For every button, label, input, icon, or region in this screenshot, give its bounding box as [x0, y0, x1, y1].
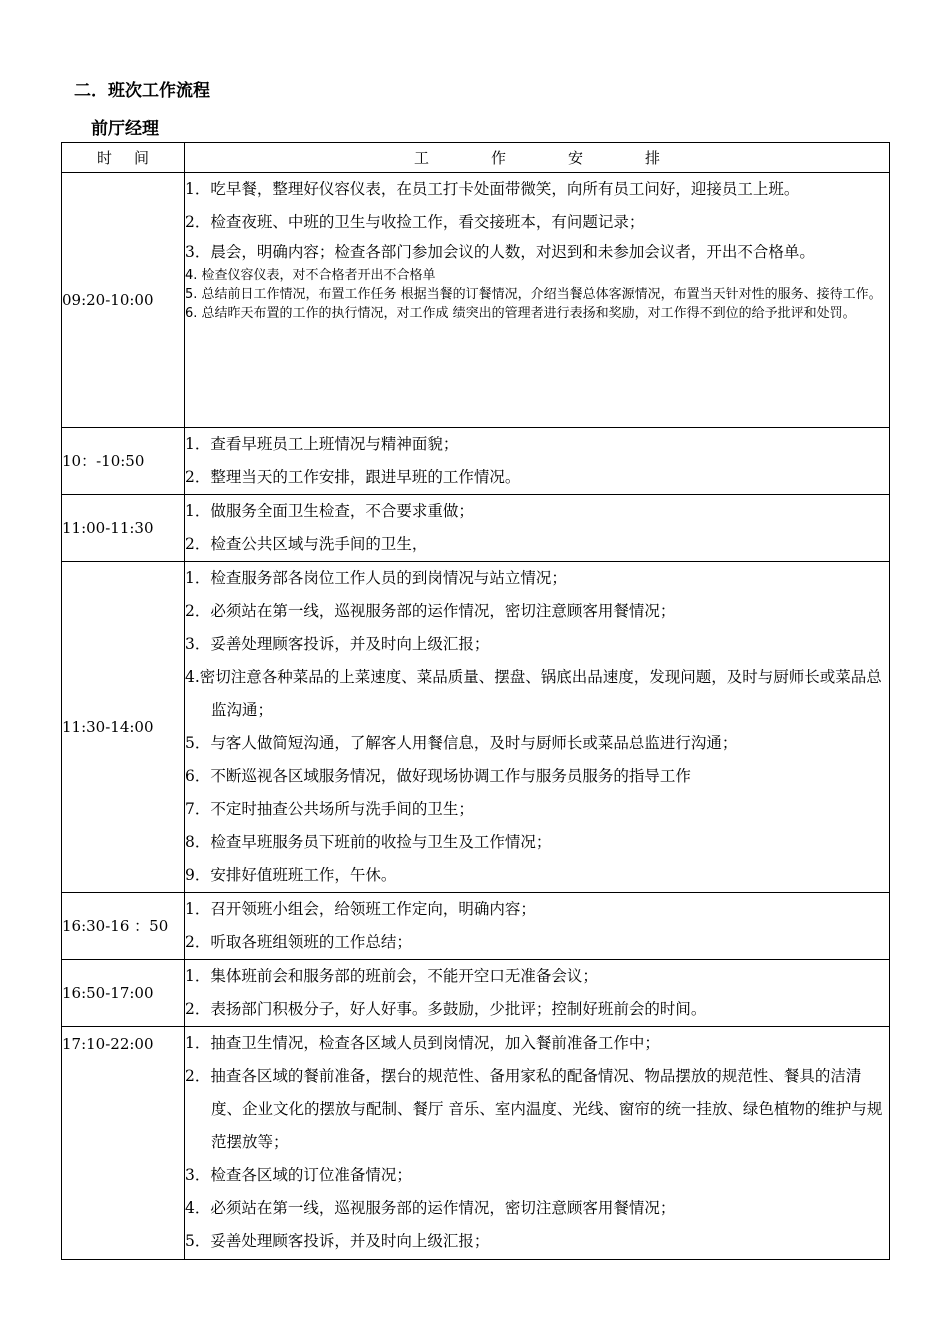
- work-item: 4. 检查仪容仪表，对不合格者开出不合格单: [185, 268, 436, 283]
- work-cell: [185, 562, 890, 893]
- work-item: 9．安排好值班班工作，午休。: [185, 866, 397, 884]
- work-cell: [185, 173, 890, 428]
- work-cell: [185, 495, 890, 562]
- work-item: 7．不定时抽查公共场所与洗手间的卫生；: [185, 800, 474, 818]
- work-item: 2．检查夜班、中班的卫生与收捡工作，看交接班本，有问题记录；: [185, 213, 645, 231]
- table-header-row: [62, 143, 890, 173]
- work-item: 5．妥善处理顾客投诉，并及时向上级汇报；: [185, 1232, 490, 1250]
- work-item: 1．召开领班小组会，给领班工作定向，明确内容；: [185, 900, 536, 918]
- work-item: 2．检查公共区域与洗手间的卫生，: [185, 535, 428, 553]
- time-cell: 16:30-16 ：50: [62, 893, 185, 960]
- work-item: 1．抽查卫生情况，检查各区域人员到岗情况，加入餐前准备工作中；: [185, 1034, 660, 1052]
- table-row: [62, 428, 890, 495]
- time-cell: 17:10-22:00: [62, 1027, 185, 1260]
- work-item: 6．不断巡视各区域服务情况，做好现场协调工作与服务员服务的指导工作: [185, 767, 691, 785]
- table-row: [62, 562, 890, 893]
- work-cell: [185, 960, 890, 1027]
- work-item: 1．吃早餐，整理好仪容仪表，在员工打卡处面带微笑，向所有员工问好，迎接员工上班。: [185, 180, 800, 198]
- time-cell: 16:50-17:00: [62, 960, 185, 1027]
- work-cell: [185, 428, 890, 495]
- work-item: 8．检查早班服务员下班前的收捡与卫生及工作情况；: [185, 833, 552, 851]
- work-item: 1．检查服务部各岗位工作人员的到岗情况与站立情况；: [185, 569, 567, 587]
- table-row: [62, 495, 890, 562]
- schedule-table: [61, 142, 890, 1260]
- table-row: [62, 1027, 890, 1260]
- work-item: 2．抽查各区域的餐前准备，摆台的规范性、备用家私的配备情况、物品摆放的规范性、餐具的洁清度、企业文化的摆放与配制、餐厅 音乐、室内温度、光线、窗帘的统一挂放、绿色植物的维护与规范摆放等；: [185, 1067, 883, 1151]
- header-time: 时间: [62, 143, 185, 173]
- work-item: 1．集体班前会和服务部的班前会，不能开空口无准备会议；: [185, 967, 598, 985]
- work-cell: [185, 893, 890, 960]
- role-title: 前厅经理: [91, 119, 159, 139]
- work-item: 2．表扬部门积极分子，好人好事。多鼓励，少批评；控制好班前会的时间。: [185, 1000, 707, 1018]
- work-item: 6. 总结昨天布置的工作的执行情况，对工作成 绩突出的管理者进行表扬和奖励，对工作得不到位的给予批评和处罚。: [185, 306, 856, 321]
- table-row: [62, 893, 890, 960]
- time-cell: 11:30-14:00: [62, 562, 185, 893]
- table-row: [62, 960, 890, 1027]
- time-cell: 11:00-11:30: [62, 495, 185, 562]
- time-cell: 09:20-10:00: [62, 173, 185, 428]
- header-work: 工作安排: [185, 143, 890, 173]
- work-item: 4.密切注意各种菜品的上菜速度、菜品质量、摆盘、锅底出品速度，发现问题，及时与厨师长或菜品总监沟通；: [185, 668, 882, 719]
- work-item: 3．晨会，明确内容；检查各部门参加会议的人数，对迟到和未参加会议者，开出不合格单。: [185, 243, 815, 261]
- work-item: 2．整理当天的工作安排，跟进早班的工作情况。: [185, 468, 521, 486]
- table-row: [62, 173, 890, 428]
- work-item: 1．做服务全面卫生检查，不合要求重做；: [185, 502, 474, 520]
- work-cell: [185, 1027, 890, 1260]
- work-item: 5. 总结前日工作情况，布置工作任务 根据当餐的订餐情况，介绍当餐总体客源情况，布置当天针对性的服务、接待工作。: [185, 287, 882, 302]
- section-title: 二．班次工作流程: [74, 81, 210, 101]
- work-item: 5．与客人做简短沟通，了解客人用餐信息，及时与厨师长或菜品总监进行沟通；: [185, 734, 738, 752]
- time-cell: 10：-10:50: [62, 428, 185, 495]
- work-item: 2．听取各班组领班的工作总结；: [185, 933, 412, 951]
- work-item: 2．必须站在第一线，巡视服务部的运作情况，密切注意顾客用餐情况；: [185, 602, 676, 620]
- work-item: 4．必须站在第一线，巡视服务部的运作情况，密切注意顾客用餐情况；: [185, 1199, 676, 1217]
- work-item: 3．检查各区域的订位准备情况；: [185, 1166, 412, 1184]
- work-item: 3．妥善处理顾客投诉，并及时向上级汇报；: [185, 635, 490, 653]
- work-item: 1．查看早班员工上班情况与精神面貌；: [185, 435, 459, 453]
